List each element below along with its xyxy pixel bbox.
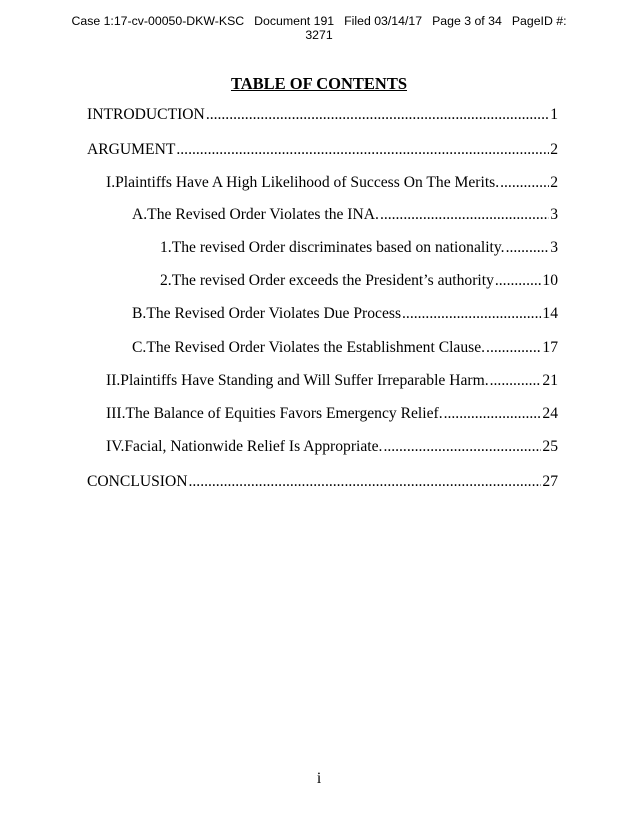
toc-entry-number: II. xyxy=(106,372,121,389)
toc-entry-page: 14 xyxy=(542,305,558,322)
toc-entry-page: 10 xyxy=(542,272,558,289)
toc-entry-text: CONCLUSION xyxy=(87,473,188,490)
toc-entry-text: The revised Order exceeds the President’s authority xyxy=(171,272,494,289)
toc-entry-page: 2 xyxy=(550,141,558,158)
toc-entry-page: 2 xyxy=(550,174,558,191)
toc-entry-section-a[interactable] xyxy=(132,205,558,225)
toc-entry-number: III. xyxy=(106,405,126,422)
toc-leader-dots xyxy=(444,404,542,424)
toc-entry-page: 25 xyxy=(542,438,558,455)
toc-entry-page: 1 xyxy=(550,106,558,123)
toc-entry-text: Plaintiffs Have A High Likelihood of Success On The Merits. xyxy=(115,174,500,191)
pageid-number: 3271 xyxy=(305,28,333,42)
toc-leader-dots xyxy=(206,105,549,125)
toc-entry-number: I. xyxy=(106,174,116,191)
document-number: Document 191 xyxy=(254,14,335,28)
toc-entry-text: The Revised Order Violates the Establishment Clause. xyxy=(146,339,486,356)
toc-entry-text: ARGUMENT xyxy=(87,141,176,158)
toc-entry-number: 2. xyxy=(160,272,172,289)
toc-entry-section-b[interactable] xyxy=(132,304,558,324)
toc-leader-dots xyxy=(402,304,541,324)
toc-entry-page: 3 xyxy=(550,206,558,223)
toc-entry-text: Facial, Nationwide Relief Is Appropriate. xyxy=(124,438,383,455)
toc-leader-dots xyxy=(490,371,542,391)
toc-entry-section-ii[interactable] xyxy=(106,371,558,391)
toc-leader-dots xyxy=(380,205,549,225)
pageid-label: PageID #: xyxy=(511,14,567,28)
toc-leader-dots xyxy=(495,271,542,291)
toc-entry-argument[interactable] xyxy=(87,140,558,160)
toc-entry-page: 24 xyxy=(542,405,558,422)
toc-entry-number: C. xyxy=(132,339,147,356)
toc-title: TABLE OF CONTENTS xyxy=(230,74,408,93)
page-count: Page 3 of 34 xyxy=(432,14,502,28)
toc-leader-dots xyxy=(176,140,549,160)
filed-date: Filed 03/14/17 xyxy=(344,14,423,28)
toc-entry-section-c[interactable] xyxy=(132,338,558,358)
toc-entry-page: 3 xyxy=(550,239,558,256)
toc-entry-section-iv[interactable] xyxy=(106,437,558,457)
toc-entry-text: Plaintiffs Have Standing and Will Suffer Irreparable Harm. xyxy=(120,372,489,389)
toc-entry-number: IV. xyxy=(106,438,125,455)
toc-entry-section-iii[interactable] xyxy=(106,404,558,424)
toc-entry-text: INTRODUCTION xyxy=(87,106,205,123)
toc-entry-text: The Revised Order Violates Due Process xyxy=(146,305,402,322)
toc-entry-text: The Balance of Equities Favors Emergency Relief. xyxy=(125,405,443,422)
toc-leader-dots xyxy=(189,472,542,492)
toc-entry-text: The revised Order discriminates based on nationality. xyxy=(171,239,505,256)
toc-leader-dots xyxy=(486,338,541,358)
toc-entry-page: 27 xyxy=(542,473,558,490)
toc-entry-page: 17 xyxy=(542,339,558,356)
page-number: i xyxy=(316,770,322,787)
toc-entry-conclusion[interactable] xyxy=(87,472,558,492)
toc-entry-subsection-2[interactable] xyxy=(160,271,558,291)
toc-entry-text: The Revised Order Violates the INA. xyxy=(147,206,379,223)
toc-entry-section-i[interactable] xyxy=(106,173,558,193)
toc-entry-introduction[interactable] xyxy=(87,105,558,125)
case-number: Case 1:17-cv-00050-DKW-KSC xyxy=(71,14,245,28)
toc-leader-dots xyxy=(383,437,541,457)
toc-entry-number: A. xyxy=(132,206,148,223)
toc-entry-number: 1. xyxy=(160,239,172,256)
toc-entry-subsection-1[interactable] xyxy=(160,238,558,258)
toc-entry-page: 21 xyxy=(542,372,558,389)
toc-leader-dots xyxy=(500,173,549,193)
toc-leader-dots xyxy=(506,238,550,258)
toc-entry-number: B. xyxy=(132,305,147,322)
